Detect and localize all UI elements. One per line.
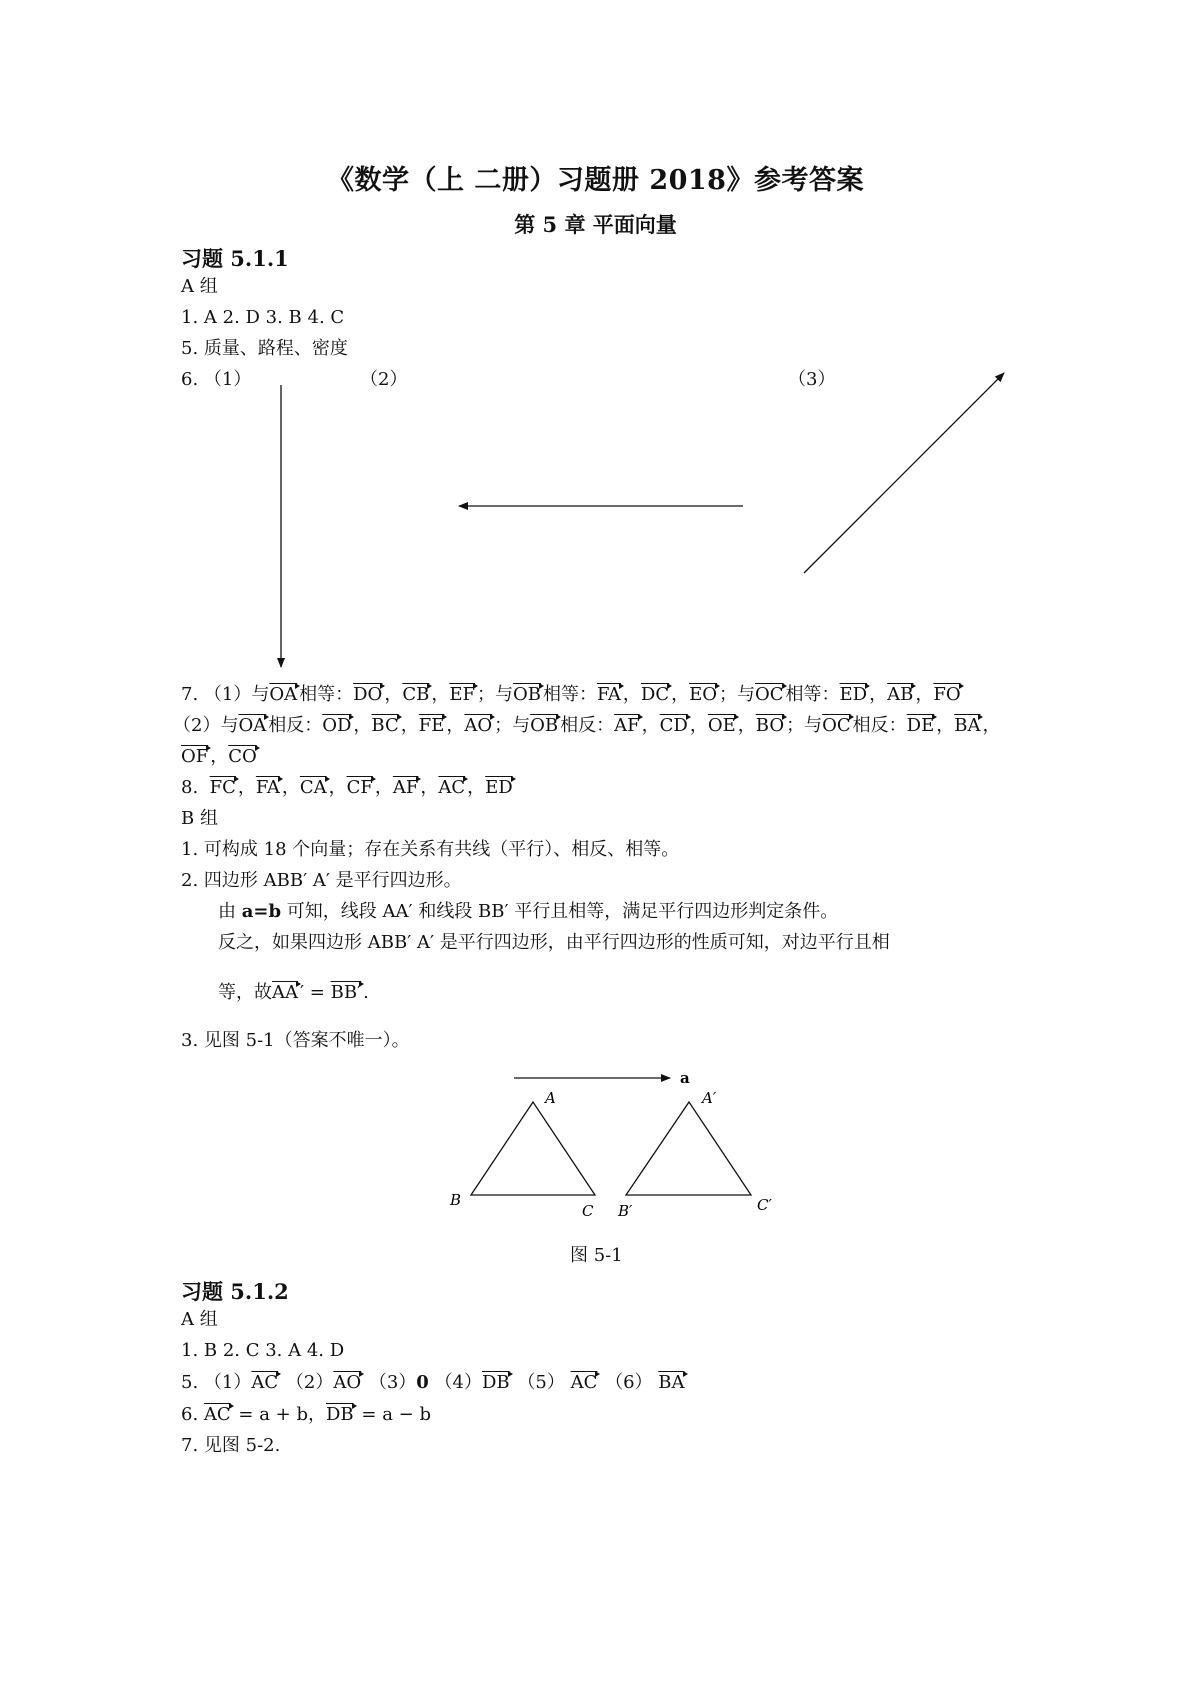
vector-db: $\overline{DB}$ [482,1372,510,1393]
figure-5-1-caption: 图 5-1 [570,1245,623,1266]
section-heading-5-1-2: 习题 5.1.2 [181,1279,289,1304]
group-a-label-2: A 组 [181,1309,218,1330]
answer-line-5-b: 5. $(1)\overline{AC}$ $(2)\overline{AO}$ （3）0 $(4)\overline{DB}$ （5） $\overline{AC}$ （6） $\overline{BA}$ [181,1372,685,1393]
answer-line-8: 8. $\overline{FC}$ ，$\overline{FA}$ ，$\overline{CA}$ ，$\overline{CF}$ ，$\overline{AF}$ ，$\overline{AC}$ ，$\overline{ED}$ [181,777,513,798]
group-a-label: A 组 [181,276,218,297]
answer-line-7-part2: （2）与$\overline{OA}$ 相反：$\overline{OD}$ ，$\overline{BC}$ ，$\overline{FE}$ ，$\overline{AO}$ ；与$\overline{OB}$ 相反：$\overline{AF}$ ，$\overline{CD}$ ，$\overline{OE}$ ，$\overline{BO}$ ；与$\overline{OC}$ 相反：$\overline{DE}$ ，$\overline{BA}$ ， [173,715,1001,736]
answer-line-1-4-b: 1. B 2. C 3. A 4. D [181,1340,345,1361]
label-C-prime: C′ [757,1196,772,1214]
b-answer-2-converse: 反之，如果四边形 ABB′ A′ 是平行四边形，由平行四边形的性质可知，对边平行且相 [218,932,890,953]
answer-line-6-part2: （2） [360,369,408,390]
triangle-abc [471,1102,595,1195]
document-title: 《数学（上 二册）习题册 2018》参考答案 [327,165,864,196]
vector-oa: $\overline{OA}$ [269,684,298,705]
chapter-heading: 第 5 章 平面向量 [514,212,677,237]
answer-line-6-label: 6. （1） [181,369,252,390]
section-heading-5-1-1: 习题 5.1.1 [181,246,289,271]
label-a: a [680,1069,690,1087]
answer-line-1-4: 1. A 2. D 3. B 4. C [181,307,345,328]
label-A-prime: A′ [702,1089,717,1107]
answer-line-7-b: 7. 见图 5-2. [181,1435,281,1456]
b-answer-2-conclusion: 等，故$\overline{AA}$ ′ = BB′ . [218,982,369,1003]
b-answer-3: 3. 见图 5-1（答案不唯一）。 [181,1030,410,1051]
answer-line-5: 5. 质量、路程、密度 [181,338,348,359]
group-b-label: B 组 [181,808,218,829]
label-B: B [450,1191,462,1209]
label-A: A [545,1089,556,1107]
triangle-a2b2c2 [626,1102,751,1195]
answer-line-7-part1: 7. （1）与$\overline{OA}$ 相等：$\overline{DO}$ ，$\overline{CB}$ ，$\overline{EF}$ ；与$\overline{OB}$ 相等：$\overline{FA}$ ，$\overline{DC}$ ，$\overline{EO}$ ；与$\overline{OC}$ 相等：$\overline{ED}$ ，$\overline{AB}$ ，$\overline{FO}$ [181,684,961,705]
answer-line-6-part3: （3） [788,369,836,390]
answer-line-6-b: 6. $\overline{AC} = a + b$，$\overline{DB} = a - b$ [181,1404,431,1425]
b-answer-1: 1. 可构成 18 个向量；存在关系有共线（平行）、相反、相等。 [181,839,680,860]
answer-line-7-part3: $\overline{OF}$ ，$\overline{CO}$ [181,746,257,767]
b-answer-2: 2. 四边形 ABB′ A′ 是平行四边形。 [181,870,462,891]
label-B-prime: B′ [618,1202,633,1220]
b-answer-2-reason: 由 a=b 可知，线段 AA′ 和线段 BB′ 平行且相等，满足平行四边形判定条件。 [218,901,839,922]
label-C: C [582,1202,594,1220]
